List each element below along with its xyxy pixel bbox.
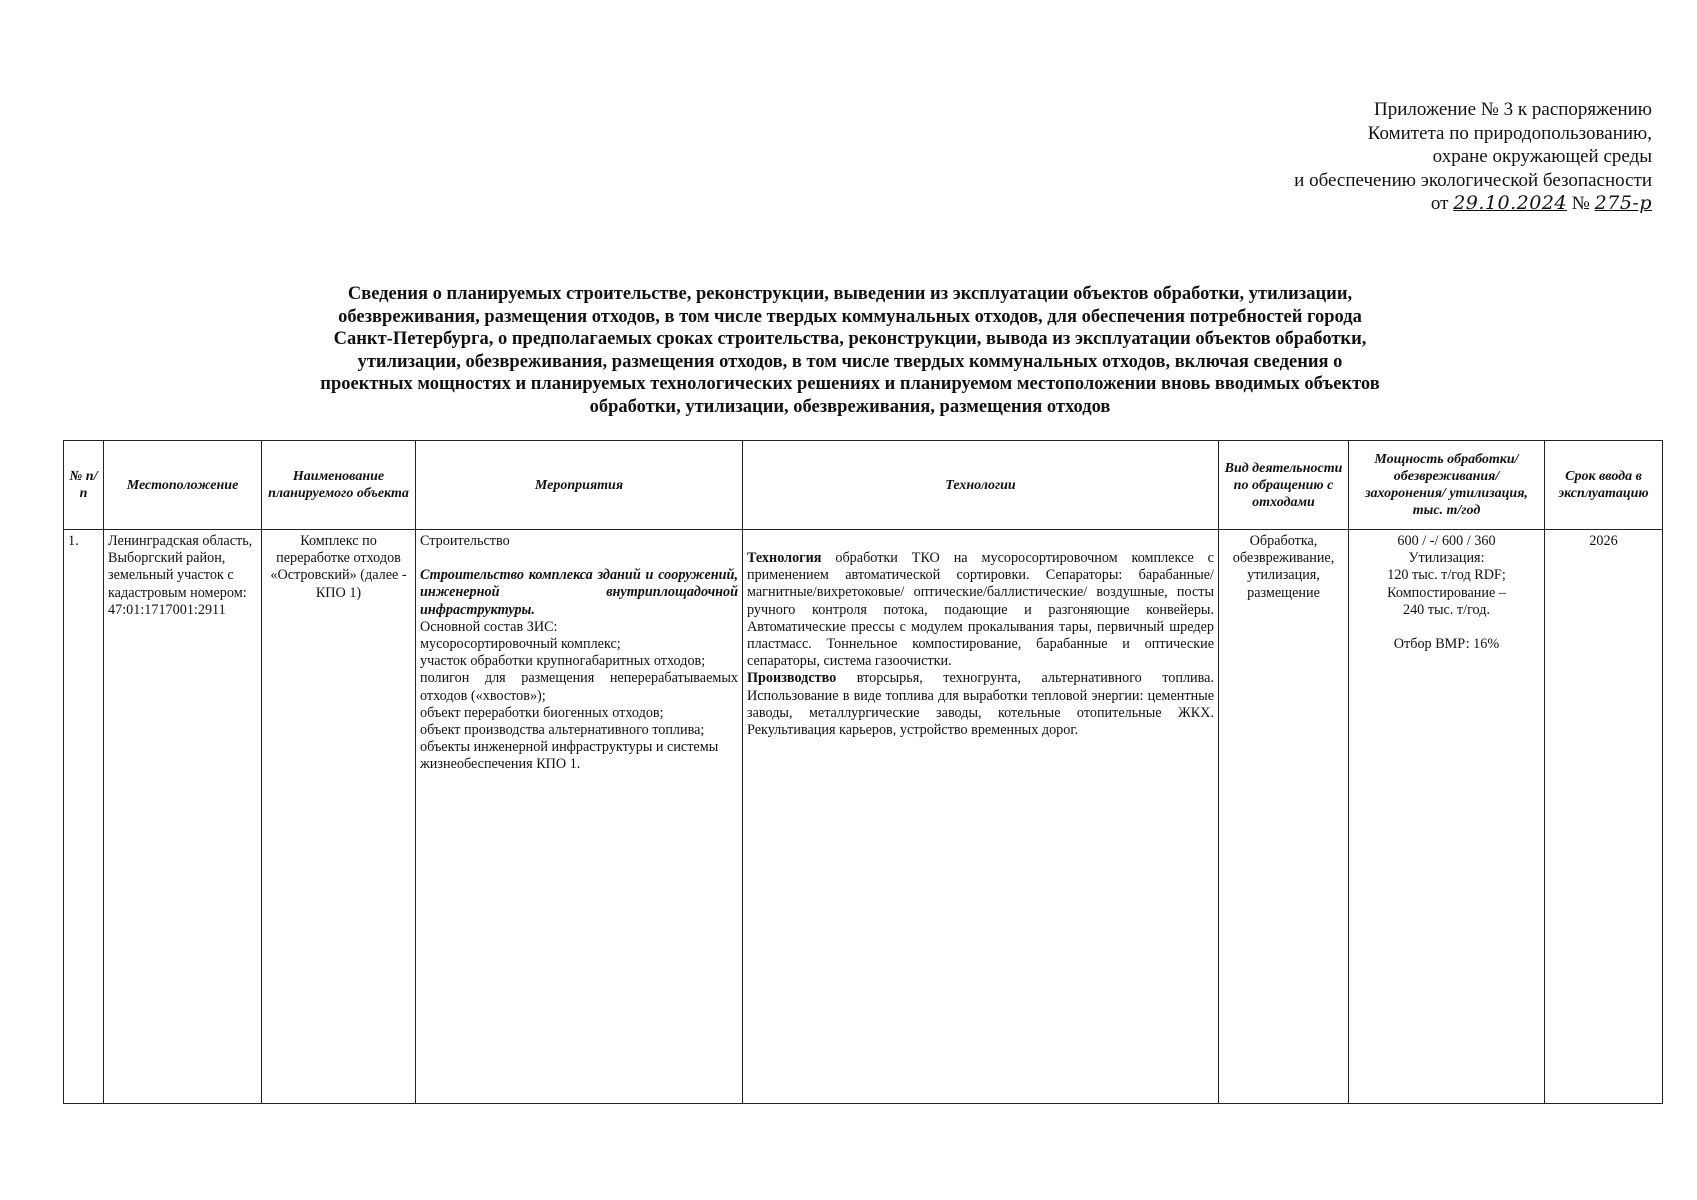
measures-item: мусоросортировочный комплекс; (420, 636, 621, 653)
header-capacity: Мощность обработки/ обезвреживания/ захоронения/ утилизация, тыс. т/год (1349, 441, 1545, 530)
appendix-line-1: Приложение № 3 к распоряжению (1374, 99, 1652, 120)
measures-item: объекты инженерной инфраструктуры и системы жизнеобеспечения КПО 1. (420, 739, 719, 773)
handwritten-date: 29.10.2024 (1453, 192, 1567, 214)
cell-technologies (743, 530, 1219, 1104)
appendix-block (1092, 98, 1652, 216)
measures-heading: Строительство комплекса зданий и сооружений, инженерной внутриплощадочной инфраструктуры. (420, 567, 738, 618)
technologies-p2-bold: Производство (747, 670, 837, 687)
number-prefix: № (1571, 193, 1590, 214)
header-deadline: Срок ввода в эксплуатацию (1545, 441, 1663, 530)
measures-type: Строительство (420, 533, 510, 549)
table-row (64, 530, 1663, 1104)
cell-location: Ленинградская область, Выборгский район, земельный участок с кадастровым номером: 47:01:1717001:2911 (104, 530, 262, 1104)
handwritten-number: 275-р (1594, 192, 1652, 214)
title-line: обезвреживания, размещения отходов, в том числе твердых коммунальных отходов, для обеспечения потребностей города (338, 306, 1362, 327)
capacity-line: Утилизация: (1408, 550, 1485, 567)
technologies-paragraph-2 (747, 670, 1214, 739)
measures-item: участок обработки крупногабаритных отходов; (420, 653, 706, 670)
appendix-date-line (1092, 192, 1652, 216)
measures-item: полигон для размещения неперерабатываемых отходов («хвостов»); (420, 670, 738, 704)
measures-item: объект производства альтернативного топлива; (420, 722, 705, 739)
date-prefix: от (1430, 193, 1449, 214)
capacity-line: Компостирование – (1387, 584, 1506, 601)
table-header-row (64, 441, 1663, 530)
title-line: Санкт-Петербурга, о предполагаемых сроках строительства, реконструкции, вывода из эксплуатации объектов обработки, (333, 329, 1367, 349)
appendix-line-2: Комитета по природопользованию, (1367, 122, 1652, 144)
facilities-table (63, 440, 1663, 1104)
title-line: утилизации, обезвреживания, размещения отходов, в том числе твердых коммунальных отходов, включая сведения о (357, 351, 1343, 372)
measures-item: объект переработки биогенных отходов; (420, 704, 664, 721)
header-technologies: Технологии (743, 441, 1219, 530)
technologies-p1-bold: Технология (747, 550, 822, 566)
title-line: обработки, утилизации, обезвреживания, размещения отходов (589, 396, 1111, 417)
technologies-p1-text: обработки ТКО на мусоросортировочном комплексе с применением автоматической сортировки. Сепараторы: барабанные/магнитные/вихретоковые/ оптические/баллистические/ воздушные, посты ручного контроля потока, подающие и разгоняющие конвейеры. Автоматические прессы с модулем прокалывания тары, первичный шредер пластмасс. Тоннельное компостирование, барабанные и оптические сепараторы, система газоочистки. (747, 550, 1214, 670)
capacity-line: 240 тыс. т/год. (1402, 601, 1490, 618)
header-num: № п/п (64, 441, 104, 530)
cell-deadline: 2026 (1545, 530, 1663, 1104)
appendix-line-3: охране окружающей среды (1432, 146, 1652, 167)
header-object-name: Наименование планируемого объекта (262, 441, 416, 530)
header-location: Местоположение (104, 441, 262, 530)
technologies-paragraph-1 (747, 550, 1214, 670)
cell-num: 1. (64, 530, 104, 1104)
cell-object-name: Комплекс по переработке отходов «Островский» (далее - КПО 1) (262, 530, 416, 1104)
technologies-p2-text: вторсырья, техногрунта, альтернативного топлива. Использование в виде топлива для выработки тепловой энергии: цементные заводы, металлургические заводы, котельные отопительные ЖКХ. Рекультивация карьеров, устройство временных дорог. (747, 670, 1214, 739)
title-line: проектных мощностях и планируемых технологических решениях и планируемом местоположении вновь вводимых объектов (320, 374, 1380, 394)
header-measures: Мероприятия (416, 441, 743, 530)
title-line: Сведения о планируемых строительстве, реконструкции, выведении из эксплуатации объектов обработки, утилизации, (347, 284, 1353, 304)
header-activity: Вид деятельности по обращению с отходами (1219, 441, 1349, 530)
cell-activity: Обработка, обезвреживание, утилизация, размещение (1219, 530, 1349, 1104)
capacity-line: Отбор ВМР: 16% (1393, 636, 1500, 653)
cell-capacity (1349, 530, 1545, 1104)
appendix-line-4: и обеспечению экологической безопасности (1294, 169, 1652, 191)
capacity-line: 120 тыс. т/год RDF; (1387, 567, 1506, 584)
capacity-line: 600 / -/ 600 / 360 (1397, 533, 1496, 549)
document-title (240, 283, 1460, 418)
cell-measures (416, 530, 743, 1104)
measures-list-title: Основной состав ЗИС: (420, 618, 558, 635)
